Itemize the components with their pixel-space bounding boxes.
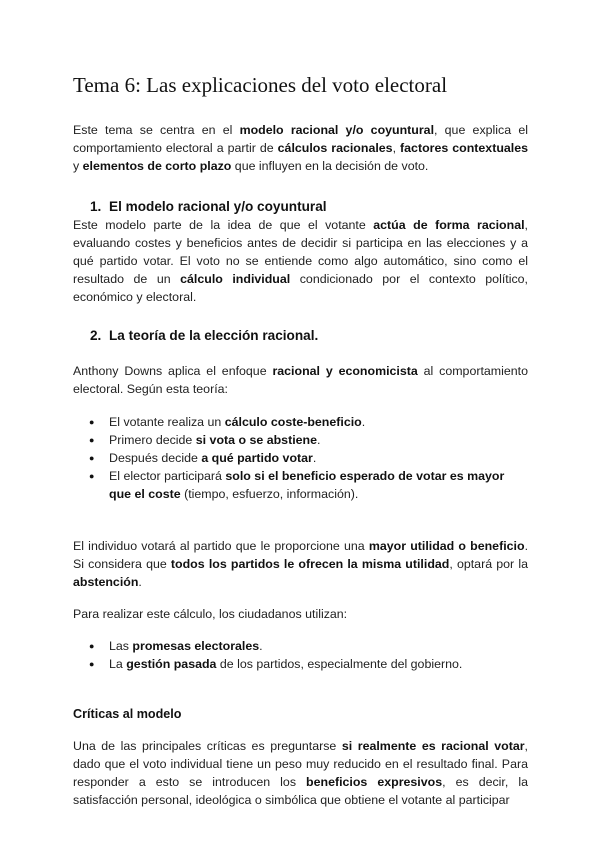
critiques-body: Una de las principales críticas es preguntarse si realmente es racional votar, dado que el voto individual tiene un peso muy reducido en el resultado final. Para responder a esto se introducen los beneficios expresivos, es decir, la satisfacción personal, ideológica o simbólica que obtiene el votante al participar <box>73 739 528 807</box>
emphasis-text: si vota o se abstiene <box>195 433 317 447</box>
emphasis-text: modelo racional y/o coyuntural <box>239 123 435 137</box>
emphasis-text: actúa de forma racional <box>373 218 525 232</box>
intro-paragraph: Este tema se centra en el modelo racional y/o coyuntural, que explica el comportamiento electoral a partir de cálculos racionales, factores contextuales y elementos de corto plazo que influyen en la decisión de voto. <box>73 123 528 173</box>
emphasis-text: factores contextuales <box>400 141 528 155</box>
section-1-heading <box>73 198 528 216</box>
list-item-text: El votante realiza un cálculo coste-beneficio. <box>109 415 366 429</box>
list-item <box>73 431 528 449</box>
section-1-body: Este modelo parte de la idea de que el votante actúa de forma racional, evaluando costes y beneficios antes de decidir si participa en las elecciones y a qué partido votar. El voto no se entiende como algo automático, sino como el resultado de un cálculo individual condicionado por el contexto político, económico y electoral. <box>73 218 528 304</box>
emphasis-text: gestión pasada <box>126 657 217 671</box>
citizen-tools-list <box>73 637 528 673</box>
list-item <box>73 467 528 503</box>
list-item-text: Las promesas electorales. <box>109 639 263 653</box>
emphasis-text: cálculo individual <box>180 272 291 286</box>
emphasis-text: a qué partido votar <box>201 451 313 465</box>
document-title: Tema 6: Las explicaciones del voto electoral <box>73 73 448 97</box>
bullet-icon: ● <box>89 435 95 445</box>
emphasis-text: cálculos racionales <box>277 141 393 155</box>
section-2-number: 2. <box>90 328 102 343</box>
list-item-text: El elector participará solo si el beneficio esperado de votar es mayor que el coste (tiempo, esfuerzo, información). <box>109 469 505 501</box>
section-2-title: La teoría de la elección racional. <box>109 328 319 343</box>
list-item-text: Después decide a qué partido votar. <box>109 451 317 465</box>
bullet-icon: ● <box>89 471 95 481</box>
emphasis-text: promesas electorales <box>132 639 260 653</box>
document-page <box>73 72 528 809</box>
emphasis-text: solo si el beneficio esperado de votar es mayor que el coste <box>109 469 505 501</box>
list-item-text: La gestión pasada de los partidos, especialmente del gobierno. <box>109 657 463 671</box>
calculation-intro: Para realizar este cálculo, los ciudadanos utilizan: <box>73 607 348 621</box>
emphasis-text: si realmente es racional votar <box>341 739 525 753</box>
bullet-icon: ● <box>89 641 95 651</box>
list-item <box>73 413 528 431</box>
emphasis-text: abstención <box>73 575 139 589</box>
emphasis-text: beneficios expresivos <box>306 775 443 789</box>
utility-paragraph: El individuo votará al partido que le proporcione una mayor utilidad o beneficio. Si considera que todos los partidos le ofrecen la misma utilidad, optará por la abstención. <box>73 539 529 589</box>
bullet-icon: ● <box>89 453 95 463</box>
emphasis-text: cálculo coste-beneficio <box>224 415 362 429</box>
emphasis-text: racional y economicista <box>272 364 418 378</box>
emphasis-text: todos los partidos le ofrecen la misma utilidad <box>170 557 450 571</box>
list-item <box>73 637 528 655</box>
section-2-body: Anthony Downs aplica el enfoque racional y economicista al comportamiento electoral. Según esta teoría: <box>73 364 528 396</box>
cost-benefit-list <box>73 413 528 503</box>
section-2-heading <box>73 327 528 345</box>
bullet-icon: ● <box>89 659 95 669</box>
list-item <box>73 655 528 673</box>
critiques-heading: Críticas al modelo <box>73 707 182 721</box>
list-item-text: Primero decide si vota o se abstiene. <box>109 433 321 447</box>
bullet-icon: ● <box>89 417 95 427</box>
emphasis-text: mayor utilidad o beneficio <box>368 539 525 553</box>
section-1-title: El modelo racional y/o coyuntural <box>109 199 327 214</box>
section-1-number: 1. <box>90 199 102 214</box>
emphasis-text: elementos de corto plazo <box>82 159 232 173</box>
list-item <box>73 449 528 467</box>
